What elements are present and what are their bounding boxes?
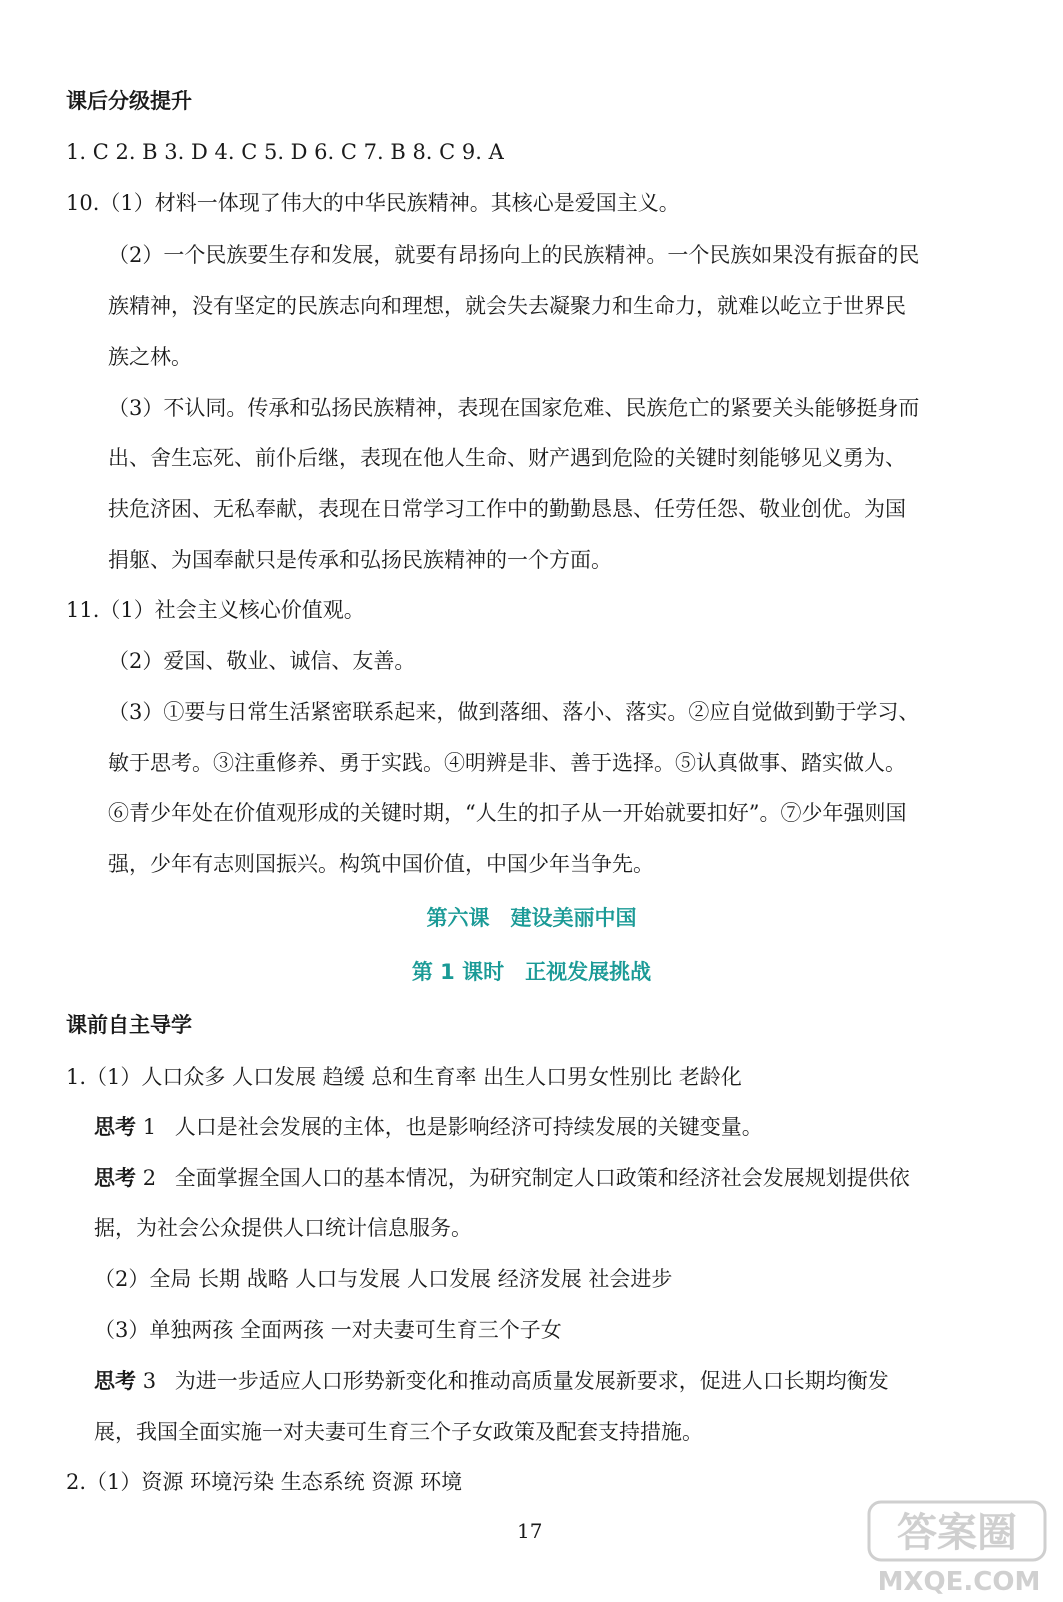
q10-part3-line1: （3）不认同。传承和弘扬民族精神，表现在国家危难、民族危亡的紧要关头能够挺身而	[108, 396, 920, 420]
answers-1-9: 1. C 2. B 3. D 4. C 5. D 6. C 7. B 8. C 9. A	[66, 140, 504, 164]
think1-text: 人口是社会发展的主体，也是影响经济可持续发展的关键变量。	[174, 1115, 763, 1139]
s2-q1-part3: （3）单独两孩 全面两孩 一对夫妻可生育三个子女	[94, 1318, 562, 1342]
q10-part2-line1: （2）一个民族要生存和发展，就要有昂扬向上的民族精神。一个民族如果没有振奋的民	[108, 243, 920, 267]
q11-part3-line4: 强，少年有志则国振兴。构筑中国价值，中国少年当争先。	[108, 852, 654, 876]
watermark-url: MXQE.COM	[877, 1567, 1041, 1597]
think2-text-line2: 据，为社会公众提供人口统计信息服务。	[94, 1216, 472, 1240]
section-title-pre-class: 课前自主导学	[66, 1013, 192, 1037]
think1-label: 思考	[94, 1115, 136, 1139]
q10-part3-line4: 捐躯、为国奉献只是传承和弘扬民族精神的一个方面。	[108, 548, 612, 572]
section-title-after-class: 课后分级提升	[66, 89, 192, 113]
q10-part3-line2: 出、舍生忘死、前仆后继，表现在他人生命、财产遇到危险的关键时刻能够见义勇为、	[108, 446, 906, 470]
q11-part3-line2: 敏于思考。③注重修养、勇于实践。④明辨是非、善于选择。⑤认真做事、踏实做人。	[108, 751, 906, 775]
think1	[94, 1112, 763, 1142]
s2-q2-part1: 2.（1）资源 环境污染 生态系统 资源 环境	[66, 1470, 463, 1494]
think3-text-line1: 为进一步适应人口形势新变化和推动高质量发展新要求，促进人口长期均衡发	[174, 1369, 889, 1393]
q10-part3-line3: 扶危济困、无私奉献，表现在日常学习工作中的勤勤恳恳、任劳任怨、敬业创优。为国	[108, 497, 906, 521]
watermark-logo	[855, 1494, 1055, 1598]
page-number: 17	[517, 1519, 543, 1543]
s2-q1-part2: （2）全局 长期 战略 人口与发展 人口发展 经济发展 社会进步	[94, 1267, 673, 1291]
q10-part2-line2: 族精神，没有坚定的民族志向和理想，就会失去凝聚力和生命力，就难以屹立于世界民	[108, 294, 906, 318]
q11-part1: 11.（1）社会主义核心价值观。	[66, 598, 365, 622]
q10-part1: 10.（1）材料一体现了伟大的中华民族精神。其核心是爱国主义。	[66, 191, 680, 215]
q11-part2: （2）爱国、敬业、诚信、友善。	[108, 649, 416, 673]
lesson-title: 第六课 建设美丽中国	[426, 906, 637, 930]
think2-number: 2	[142, 1166, 157, 1190]
q10-part2-line3: 族之林。	[108, 345, 192, 369]
think2-text-line1: 全面掌握全国人口的基本情况，为研究制定人口政策和经济社会发展规划提供依	[174, 1166, 910, 1190]
think2-label: 思考	[94, 1166, 136, 1190]
watermark-logo-text: 答案圈	[897, 1510, 1017, 1556]
think3-text-line2: 展，我国全面实施一对夫妻可生育三个子女政策及配套支持措施。	[94, 1420, 703, 1444]
think3-line1	[94, 1366, 889, 1396]
q11-part3-line1: （3）①要与日常生活紧密联系起来，做到落细、落小、落实。②应自觉做到勤于学习、	[108, 700, 920, 724]
s2-q1-part1: 1.（1）人口众多 人口发展 趋缓 总和生育率 出生人口男女性别比 老龄化	[66, 1065, 742, 1089]
think1-number: 1	[142, 1115, 157, 1139]
q11-part3-line3: ⑥青少年处在价值观形成的关键时期，“人生的扣子从一开始就要扣好”。⑦少年强则国	[108, 801, 907, 825]
period-title: 第 1 课时 正视发展挑战	[411, 960, 652, 984]
think3-label: 思考	[94, 1369, 136, 1393]
think3-number: 3	[142, 1369, 157, 1393]
think2-line1	[94, 1163, 910, 1193]
